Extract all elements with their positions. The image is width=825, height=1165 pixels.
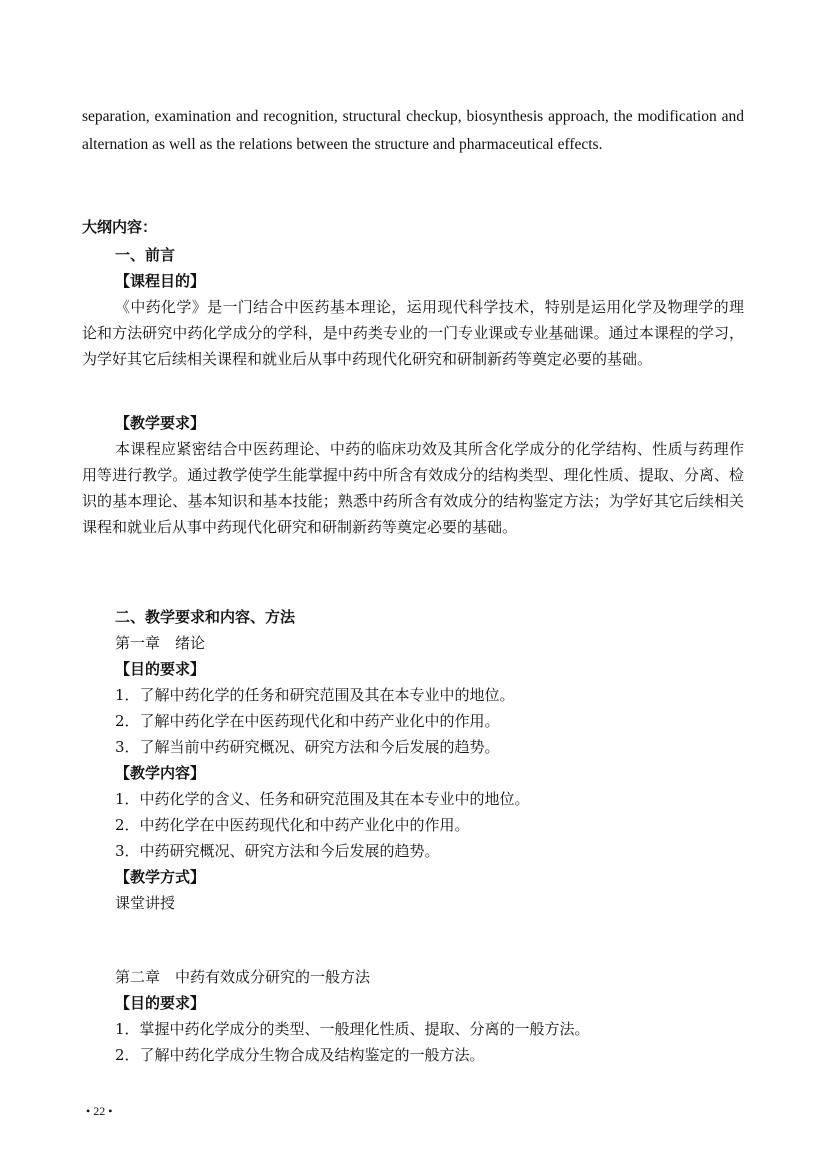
chapter1-goal-item: 1．了解中药化学的任务和研究范围及其在本专业中的地位。: [115, 686, 515, 704]
chapter1-goal-item: 2．了解中药化学在中医药现代化和中药产业化中的作用。: [115, 712, 500, 730]
chapter1-content-item: 2．中药化学在中医药现代化和中药产业化中的作用。: [115, 816, 470, 834]
preface-heading: 一、前言: [115, 246, 176, 264]
preface-section: [82, 242, 744, 294]
chapter2: [82, 964, 744, 1068]
page-number: • 22 •: [86, 1104, 113, 1118]
purpose-heading: 【课程目的】: [115, 272, 206, 290]
chapter1-content-item: 3．中药研究概况、研究方法和今后发展的趋势。: [115, 842, 440, 860]
section2: [82, 604, 744, 916]
chapter2-goal-item: 1．掌握中药化学成分的类型、一般理化性质、提取、分离的一般方法。: [115, 1020, 590, 1038]
chapter1-goal-item: 3．了解当前中药研究概况、研究方法和今后发展的趋势。: [115, 738, 500, 756]
requirement-heading: 【教学要求】: [115, 414, 206, 432]
section2-heading: 二、教学要求和内容、方法: [115, 608, 296, 626]
chapter1-method: 课堂讲授: [115, 894, 176, 912]
chapter2-goal-heading: 【目的要求】: [115, 994, 206, 1012]
chapter1-goal-heading: 【目的要求】: [115, 660, 206, 678]
chapter1-title: 第一章 绪论: [115, 634, 206, 652]
chapter2-goal-item: 2．了解中药化学成分生物合成及结构鉴定的一般方法。: [115, 1046, 485, 1064]
purpose-text: 《中药化学》是一门结合中医药基本理论，运用现代科学技术，特别是运用化学及物理学的理论和方法研究中药化学成分的学科，是中药类专业的一门专业课或专业基础课。通过本课程的学习，为学好其它后续相关课程和就业后从事中药现代化研究和研制新药等奠定必要的基础。: [82, 298, 744, 368]
chapter1-method-heading: 【教学方式】: [115, 868, 206, 886]
chapter1-content-heading: 【教学内容】: [115, 764, 206, 782]
requirement-heading-wrap: [82, 410, 744, 436]
requirement-text: 本课程应紧密结合中医药理论、中药的临床功效及其所含化学成分的化学结构、性质与药理作用等进行教学。通过教学使学生能掌握中药中所含有效成分的结构类型、理化性质、提取、分离、检识的基本理论、基本知识和基本技能；熟悉中药所含有效成分的结构鉴定方法；为学好其它后续相关课程和就业后从事中药现代化研究和研制新药等奠定必要的基础。: [82, 440, 744, 536]
english-paragraph: separation, examination and recognition, structural checkup, biosynthesis approach, the modification and alternation as well as the relations between the structure and pharmaceutical effects.: [82, 108, 744, 153]
chapter2-title: 第二章 中药有效成分研究的一般方法: [115, 968, 371, 986]
outline-title: 大纲内容：: [82, 218, 158, 236]
chapter1-content-item: 1．中药化学的含义、任务和研究范围及其在本专业中的地位。: [115, 790, 530, 808]
